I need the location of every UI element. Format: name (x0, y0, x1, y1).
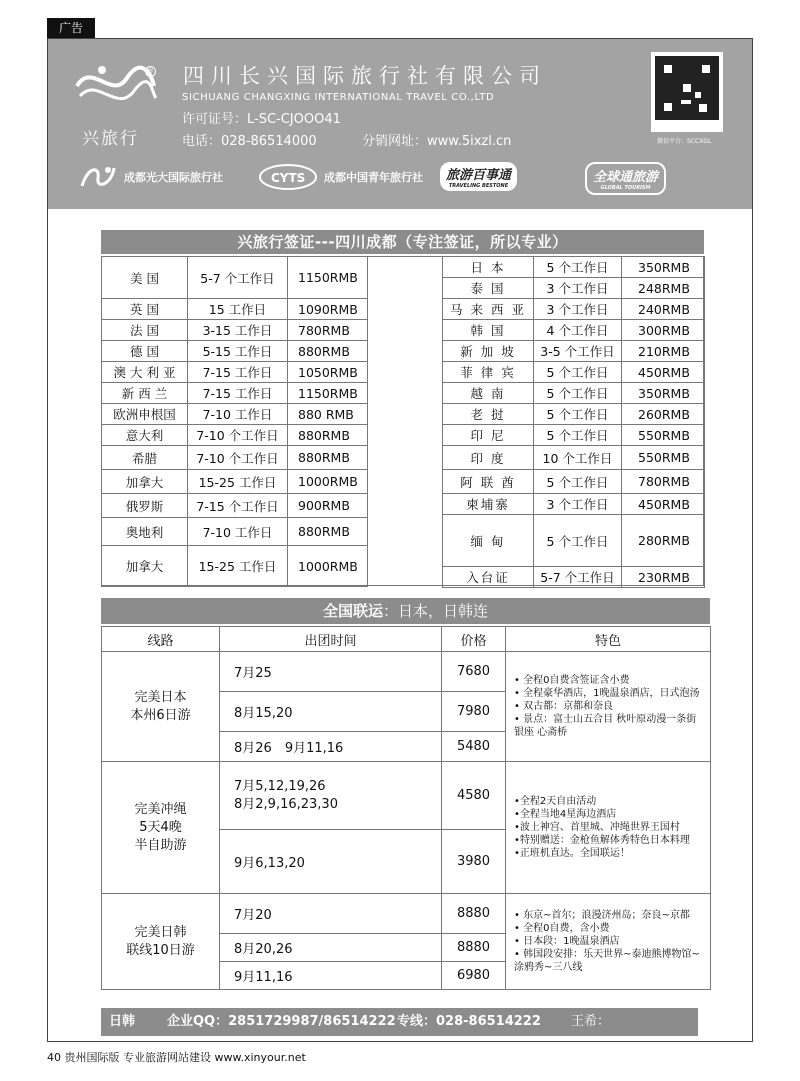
visa-price: 248RMB (622, 278, 705, 299)
feature-line: • 全程0自费含签证含小费 (514, 675, 630, 686)
date-line: 8月2,9,16,23,30 (234, 796, 338, 812)
visa-section-title: 兴旅行签证---四川成都（专注签证，所以专业） (101, 230, 704, 254)
visa-country: 澳 大 利 亚 (102, 362, 188, 383)
tour-date: 8月20,26 (220, 934, 442, 962)
registered-mark: ® (147, 67, 154, 75)
visa-country: 欧洲申根国 (102, 404, 188, 425)
visa-table-right (442, 256, 705, 588)
tour-route (102, 762, 220, 894)
visa-days: 15 工作日 (188, 299, 288, 320)
visa-row (102, 425, 368, 446)
visa-country: 越 南 (443, 383, 534, 404)
visa-row (443, 383, 705, 404)
tour-price: 5480 (442, 732, 506, 762)
visa-row (102, 446, 368, 470)
visa-row (443, 257, 705, 278)
contact-label: 日韩 (109, 1014, 136, 1029)
contact-qq[interactable]: 企业QQ：2851729987/86514222 (167, 1014, 396, 1029)
feature-line: •特别赠送：金枪鱼解体秀特色日本料理 (514, 835, 690, 846)
route-line: 联线10日游 (126, 942, 195, 958)
visa-price: 1150RMB (288, 257, 368, 299)
visa-row (102, 546, 368, 587)
feature-line: • 全程豪华酒店，1晚温泉酒店，日式泡汤 (514, 688, 700, 699)
page-footer: 40 贵州国际版 专业旅游网站建设 www.xinyour.net (47, 1051, 306, 1064)
visa-days: 7-10 工作日 (188, 404, 288, 425)
visa-table-left (101, 256, 368, 587)
visa-price: 780RMB (622, 470, 705, 494)
visa-days: 7-15 工作日 (188, 383, 288, 404)
visa-days: 7-10 个工作日 (188, 425, 288, 446)
visa-country: 韩 国 (443, 320, 534, 341)
tour-price: 8880 (442, 894, 506, 934)
visa-price: 1150RMB (288, 383, 368, 404)
visa-days: 3 个工作日 (534, 299, 622, 320)
visa-price: 240RMB (622, 299, 705, 320)
group-title-rest: ：日本，日韩连 (383, 602, 489, 620)
visa-row (102, 470, 368, 494)
visa-days: 3 个工作日 (534, 494, 622, 515)
tour-date: 7月25 (220, 652, 442, 692)
visa-price: 880RMB (288, 518, 368, 546)
visa-days: 5-7 个工作日 (188, 257, 288, 299)
route-line: 5天4晚 (139, 819, 182, 835)
tour-date: 8月15,20 (220, 692, 442, 732)
tour-row (102, 652, 711, 692)
visa-days: 10 个工作日 (534, 446, 622, 470)
visa-country: 新 西 兰 (102, 383, 188, 404)
visa-row (102, 257, 368, 299)
company-name-en: SICHUANG CHANGXING INTERNATIONAL TRAVEL CO.,LTD (182, 92, 495, 103)
visa-country: 入台证 (443, 567, 534, 588)
tour-route (102, 652, 220, 762)
visa-row (443, 320, 705, 341)
contact-person: 王希：13982239795 (571, 1014, 662, 1057)
visa-price: 880 RMB (288, 404, 368, 425)
visa-price: 880RMB (288, 446, 368, 470)
visa-country: 老 挝 (443, 404, 534, 425)
route-line: 完美日本 (134, 689, 187, 705)
visa-price: 450RMB (622, 494, 705, 515)
group-tour-title (101, 598, 710, 624)
route-line: 完美日韩 (134, 924, 187, 940)
tour-price: 4580 (442, 762, 506, 830)
tour-date: 9月11,16 (220, 962, 442, 990)
visa-country: 法 国 (102, 320, 188, 341)
visa-price: 1050RMB (288, 362, 368, 383)
visa-price: 780RMB (288, 320, 368, 341)
visa-days: 5 个工作日 (534, 362, 622, 383)
visa-country: 泰 国 (443, 278, 534, 299)
tour-date: 7月20 (220, 894, 442, 934)
visa-days: 7-10 个工作日 (188, 446, 288, 470)
visa-row (102, 383, 368, 404)
tour-features (506, 894, 711, 990)
company-name: 四川长兴国际旅行社有限公司 (183, 64, 547, 88)
partner-baishitong (440, 162, 517, 191)
tour-price: 7680 (442, 652, 506, 692)
feature-line: •正班机直达。全国联运！ (514, 848, 630, 859)
tour-row (102, 894, 711, 934)
date-line: 7月5,12,19,26 (234, 778, 326, 794)
route-line: 本州6日游 (130, 707, 191, 723)
guangda-logo-icon (78, 162, 118, 192)
badge-sub: GLOBAL TOURISM (600, 185, 651, 191)
visa-days: 7-15 个工作日 (188, 494, 288, 518)
header-price: 价格 (442, 627, 506, 652)
partner-guangda (78, 162, 223, 192)
visa-country: 德 国 (102, 341, 188, 362)
visa-price: 230RMB (622, 567, 705, 588)
visa-country: 俄罗斯 (102, 494, 188, 518)
visa-country: 日 本 (443, 257, 534, 278)
feature-line: • 韩国段安排：乐天世界~泰迪熊博物馆~ (514, 949, 700, 960)
visa-price: 350RMB (622, 257, 705, 278)
visa-price: 210RMB (622, 341, 705, 362)
visa-price: 280RMB (622, 515, 705, 567)
visa-country: 意大利 (102, 425, 188, 446)
visa-country: 阿 联 酋 (443, 470, 534, 494)
feature-line: • 全程0自费，含小费 (514, 923, 610, 934)
tour-price: 3980 (442, 830, 506, 894)
visa-days: 5 个工作日 (534, 383, 622, 404)
feature-line: 涂鸦秀~三八线 (514, 962, 583, 973)
visa-row (102, 320, 368, 341)
visa-days: 5 个工作日 (534, 257, 622, 278)
visa-country: 希腊 (102, 446, 188, 470)
visa-row (443, 362, 705, 383)
visa-price: 550RMB (622, 425, 705, 446)
header-features: 特色 (506, 627, 711, 652)
visa-country: 马 来 西 亚 (443, 299, 534, 320)
visa-table-gap (367, 256, 442, 586)
tour-price: 7980 (442, 692, 506, 732)
visa-days: 5-15 工作日 (188, 341, 288, 362)
visa-country: 菲 律 宾 (443, 362, 534, 383)
visa-row (443, 341, 705, 362)
tour-features (506, 762, 711, 894)
ad-label: 广告 (47, 18, 95, 38)
feature-line: • 景点：富士山五合目 秋叶原动漫一条街 (514, 714, 697, 725)
visa-days: 5-7 个工作日 (534, 567, 622, 588)
visa-row (443, 470, 705, 494)
visa-price: 350RMB (622, 383, 705, 404)
visa-days: 5 个工作日 (534, 425, 622, 446)
visa-price: 1000RMB (288, 546, 368, 587)
visa-row (443, 567, 705, 588)
visa-price: 880RMB (288, 425, 368, 446)
tour-date: 9月6,13,20 (220, 830, 442, 894)
visa-row (443, 404, 705, 425)
visa-price: 880RMB (288, 341, 368, 362)
logo-text: 兴旅行 (82, 129, 139, 149)
distribution-site[interactable]: 分销网址：www.5ixzl.cn (362, 134, 512, 149)
visa-row (443, 299, 705, 320)
visa-days: 3-15 工作日 (188, 320, 288, 341)
partner-global-tourism (585, 162, 666, 195)
visa-days: 7-10 工作日 (188, 518, 288, 546)
visa-row (443, 446, 705, 470)
route-line: 半自助游 (134, 837, 187, 853)
baishitong-badge (440, 162, 517, 191)
partner-name: 成都中国青年旅行社 (324, 171, 423, 184)
qr-note: 微信平台：SCCXGL (657, 138, 712, 145)
visa-price: 260RMB (622, 404, 705, 425)
partner-name: 成都光大国际旅行社 (124, 171, 223, 184)
badge-sub: TRAVELING BESTONE (448, 183, 509, 189)
cyts-logo-icon (258, 162, 318, 192)
visa-country: 英 国 (102, 299, 188, 320)
feature-line: •全程当地4星海边酒店 (514, 809, 617, 820)
company-logo-icon (72, 56, 158, 116)
qr-code-icon (655, 56, 719, 120)
visa-row (102, 404, 368, 425)
tour-table (101, 626, 711, 990)
partner-cyts (258, 162, 423, 192)
route-line: 完美冲绳 (134, 801, 187, 817)
global-tourism-badge (585, 162, 666, 195)
visa-days: 4 个工作日 (534, 320, 622, 341)
visa-country: 印 度 (443, 446, 534, 470)
feature-line: • 日本段：1晚温泉酒店 (514, 936, 620, 947)
visa-country: 柬埔寨 (443, 494, 534, 515)
tour-features (506, 652, 711, 762)
visa-country: 奥地利 (102, 518, 188, 546)
feature-line: •全程2天自由活动 (514, 796, 597, 807)
badge-text: 旅游百事通 (446, 168, 512, 183)
company-phone: 电话：028-86514000 (182, 134, 317, 149)
feature-line: • 双古都：京都和奈良 (514, 701, 614, 712)
header-dates: 出团时间 (220, 627, 442, 652)
visa-row (102, 494, 368, 518)
visa-days: 15-25 工作日 (188, 546, 288, 587)
contact-hotline[interactable]: 专线：028-86514222 (397, 1014, 541, 1029)
visa-row (443, 425, 705, 446)
visa-days: 5 个工作日 (534, 404, 622, 425)
tour-route (102, 894, 220, 990)
visa-days: 7-15 工作日 (188, 362, 288, 383)
visa-price: 450RMB (622, 362, 705, 383)
visa-row (102, 518, 368, 546)
visa-price: 1090RMB (288, 299, 368, 320)
feature-line: • 东京~首尔；浪漫济州岛；奈良~京都 (514, 910, 690, 921)
feature-line: 银座 心斋桥 (514, 727, 568, 738)
visa-price: 300RMB (622, 320, 705, 341)
visa-country: 印 尼 (443, 425, 534, 446)
visa-country: 加拿大 (102, 546, 188, 587)
tour-date (220, 762, 442, 830)
visa-row (443, 278, 705, 299)
contact-bar (101, 1008, 698, 1057)
visa-days: 3 个工作日 (534, 278, 622, 299)
feature-line: •波上神宫、首里城、冲绳世界王国村 (514, 822, 680, 833)
visa-price: 550RMB (622, 446, 705, 470)
visa-country: 缅 甸 (443, 515, 534, 567)
visa-days: 5 个工作日 (534, 515, 622, 567)
visa-price: 1000RMB (288, 470, 368, 494)
visa-country: 美 国 (102, 257, 188, 299)
svg-text:CYTS: CYTS (271, 171, 306, 185)
tour-price: 6980 (442, 962, 506, 990)
license-number: 许可证号：L-SC-CJOOO41 (182, 112, 341, 127)
visa-price: 900RMB (288, 494, 368, 518)
tour-date: 8月26 9月11,16 (220, 732, 442, 762)
tour-header-row (102, 627, 711, 652)
qr-code (651, 52, 723, 132)
badge-text: 全球通旅游 (593, 170, 659, 185)
visa-days: 3-5 个工作日 (534, 341, 622, 362)
visa-days: 5 个工作日 (534, 470, 622, 494)
visa-row (102, 362, 368, 383)
tour-price: 8880 (442, 934, 506, 962)
visa-country: 新 加 坡 (443, 341, 534, 362)
visa-row (443, 494, 705, 515)
group-title-bold: 全国联运 (322, 602, 383, 620)
visa-country: 加拿大 (102, 470, 188, 494)
tour-row (102, 762, 711, 830)
visa-days: 15-25 工作日 (188, 470, 288, 494)
visa-row (102, 299, 368, 320)
header-route: 线路 (102, 627, 220, 652)
visa-row (443, 515, 705, 567)
visa-row (102, 341, 368, 362)
